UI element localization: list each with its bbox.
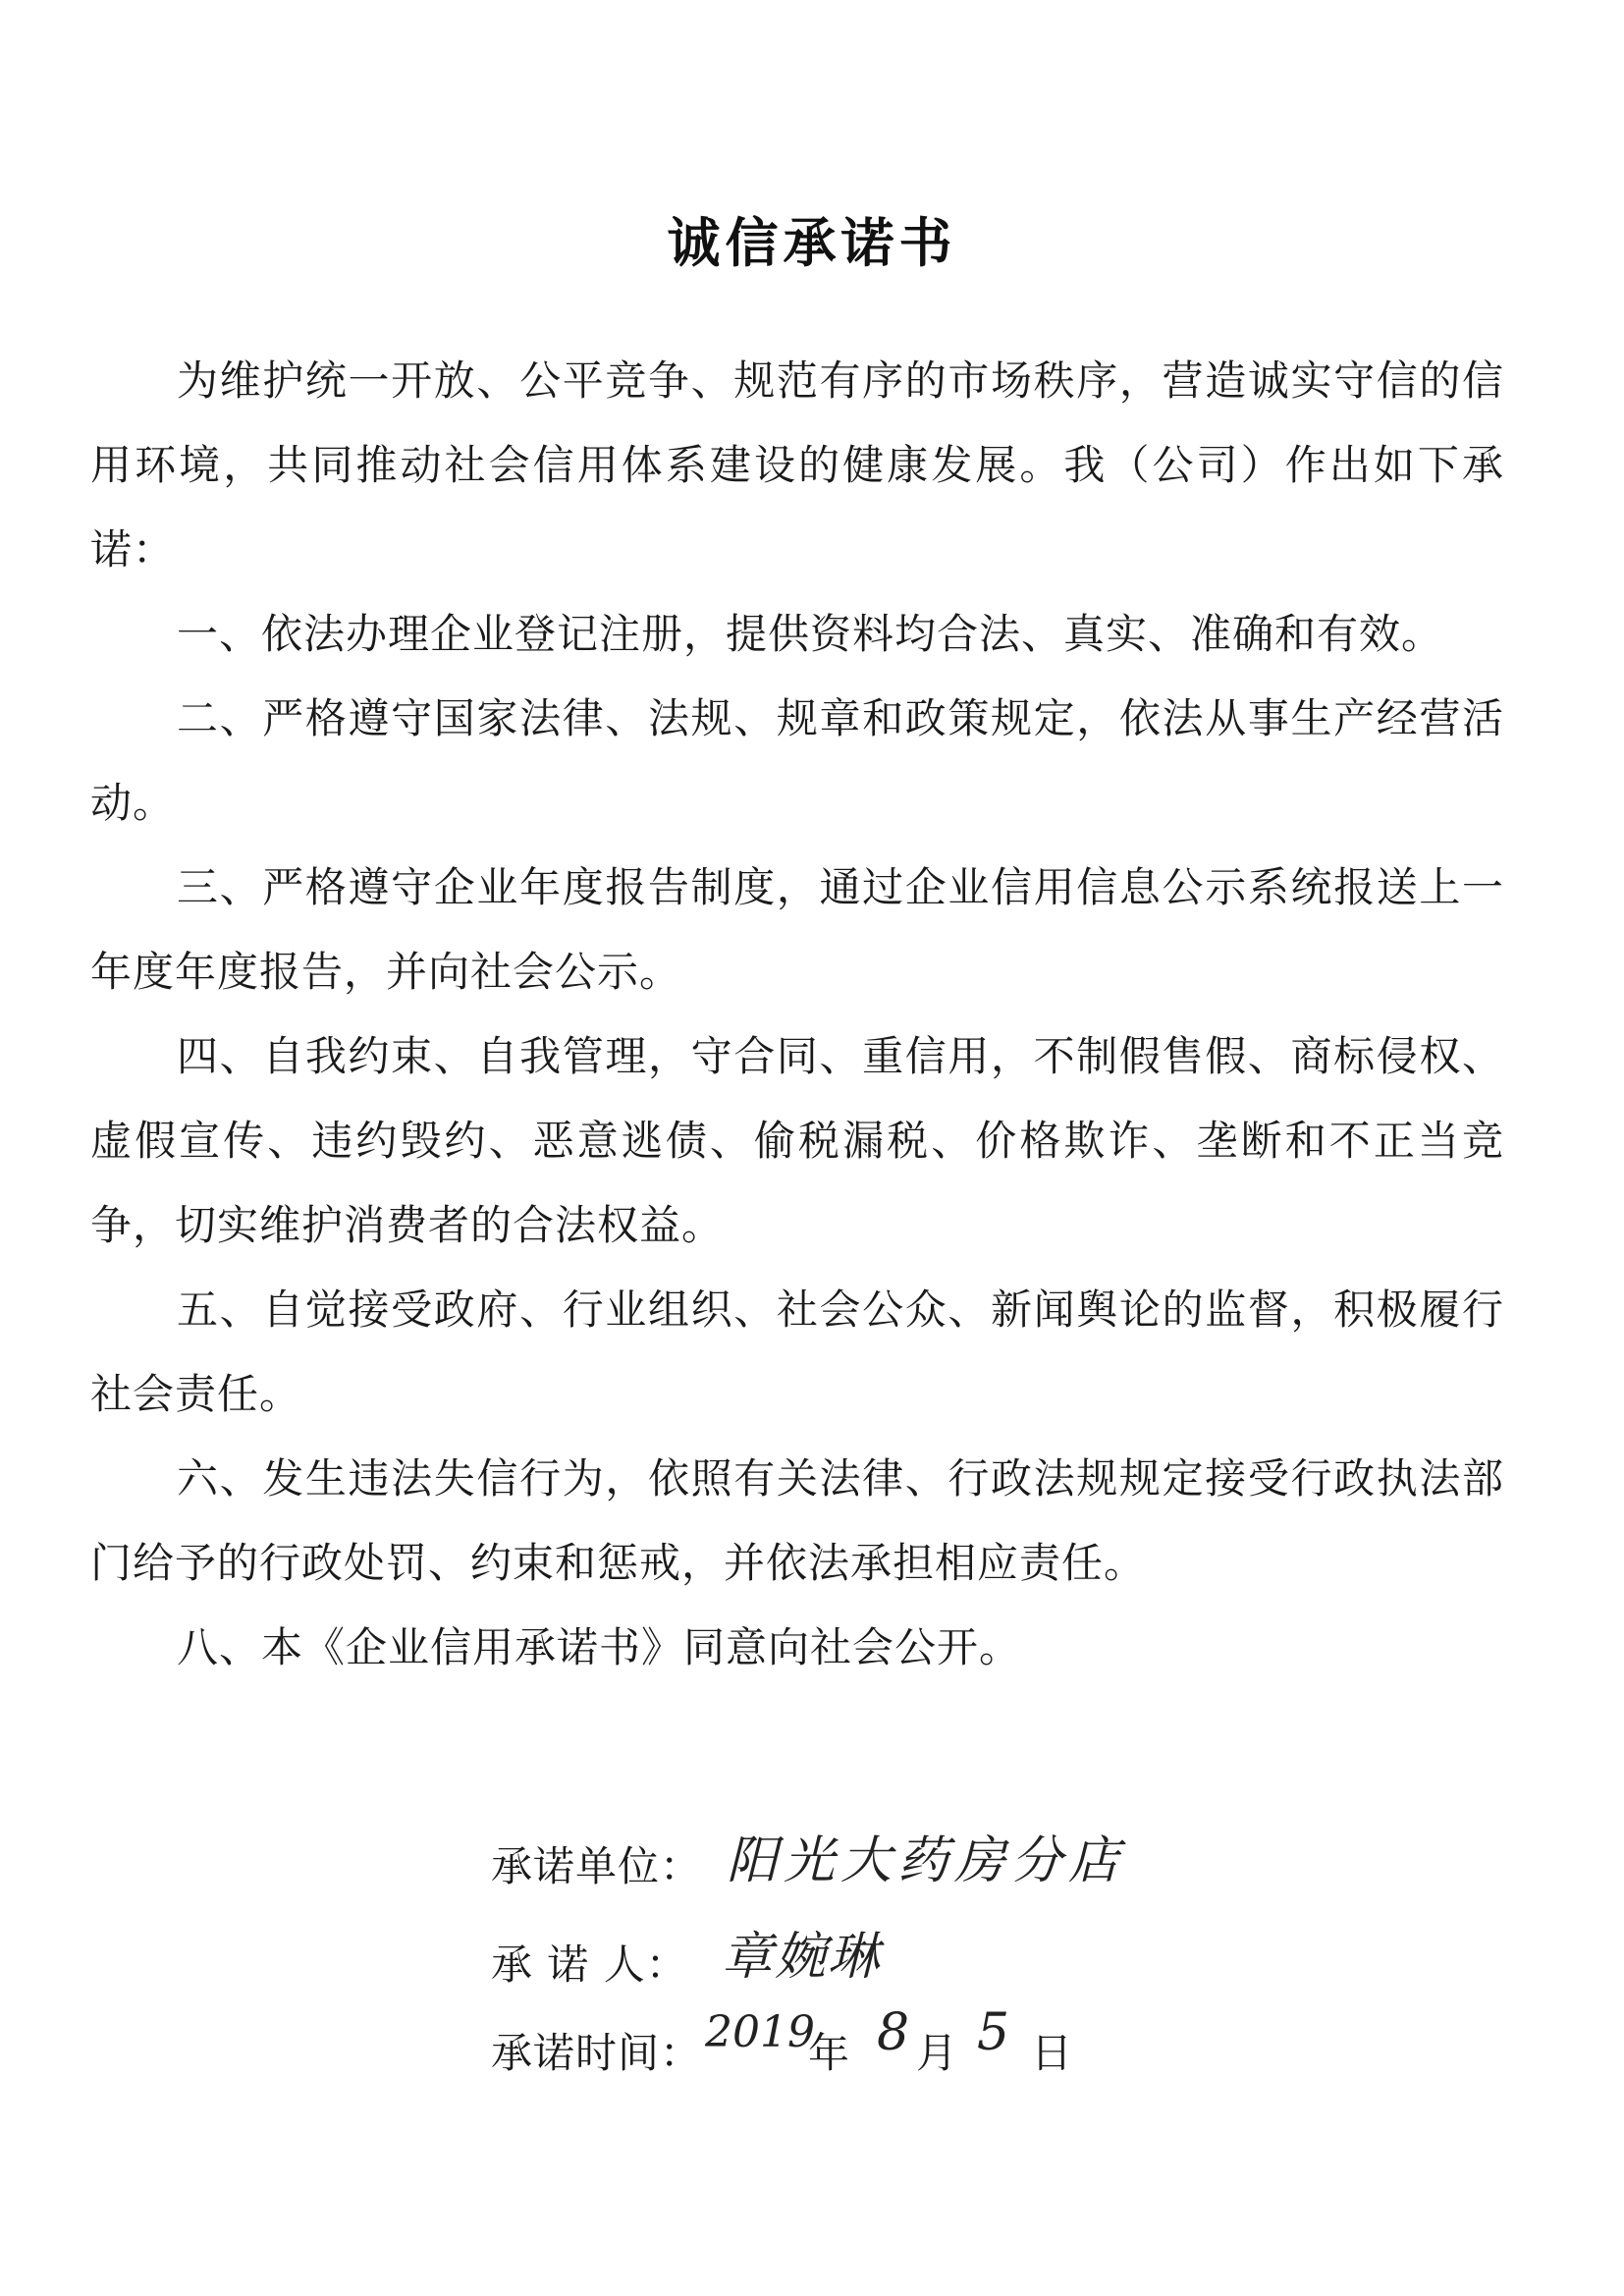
paragraph-item-5: 五、自觉接受政府、行业组织、社会公众、新闻舆论的监督，积极履行社会责任。	[90, 1285, 1504, 1418]
signature-unit-label: 承诺单位：	[491, 1842, 703, 1890]
signature-person-label: 承 诺 人：	[491, 1941, 688, 1989]
document-title: 诚信承诺书	[667, 212, 957, 274]
signature-unit-handwriting: 阳光大药房分店	[727, 1831, 1126, 1890]
year-suffix: 年	[808, 2029, 851, 2077]
signature-date-day: 5	[977, 2003, 1010, 2062]
paragraph-item-2: 二、严格遵守国家法律、法规、规章和政策规定，依法从事生产经营活动。	[90, 694, 1504, 827]
paragraph-item-4: 四、自我约束、自我管理，守合同、重信用，不制假售假、商标侵权、虚假宣传、违约毁约、恶意逃债、偷税漏税、价格欺诈、垄断和不正当竞争，切实维护消费者的合法权益。	[90, 1032, 1504, 1249]
signature-date-label: 承诺时间：	[491, 2029, 703, 2077]
paragraph-intro: 为维护统一开放、公平竞争、规范有序的市场秩序，营造诚实守信的信用环境，共同推动社会信用体系建设的健康发展。我（公司）作出如下承诺：	[90, 356, 1504, 574]
paragraph-item-1: 一、依法办理企业登记注册，提供资料均合法、真实、准确和有效。	[177, 610, 1444, 658]
signature-date-year: 2019	[705, 2007, 815, 2057]
paragraph-item-6: 六、发生违法失信行为，依照有关法律、行政法规规定接受行政执法部门给予的行政处罚、约束和惩戒，并依法承担相应责任。	[90, 1454, 1504, 1587]
document-body	[90, 339, 1504, 1690]
signature-date-month: 8	[877, 2003, 910, 2062]
signature-person-handwriting: 章婉琳	[722, 1928, 882, 1987]
month-suffix: 月	[916, 2029, 959, 2077]
paragraph-item-8: 八、本《企业信用承诺书》同意向社会公开。	[177, 1623, 1022, 1671]
paragraph-item-3: 三、严格遵守企业年度报告制度，通过企业信用信息公示系统报送上一年度年度报告，并向社会公示。	[90, 863, 1504, 996]
day-suffix: 日	[1031, 2029, 1074, 2077]
